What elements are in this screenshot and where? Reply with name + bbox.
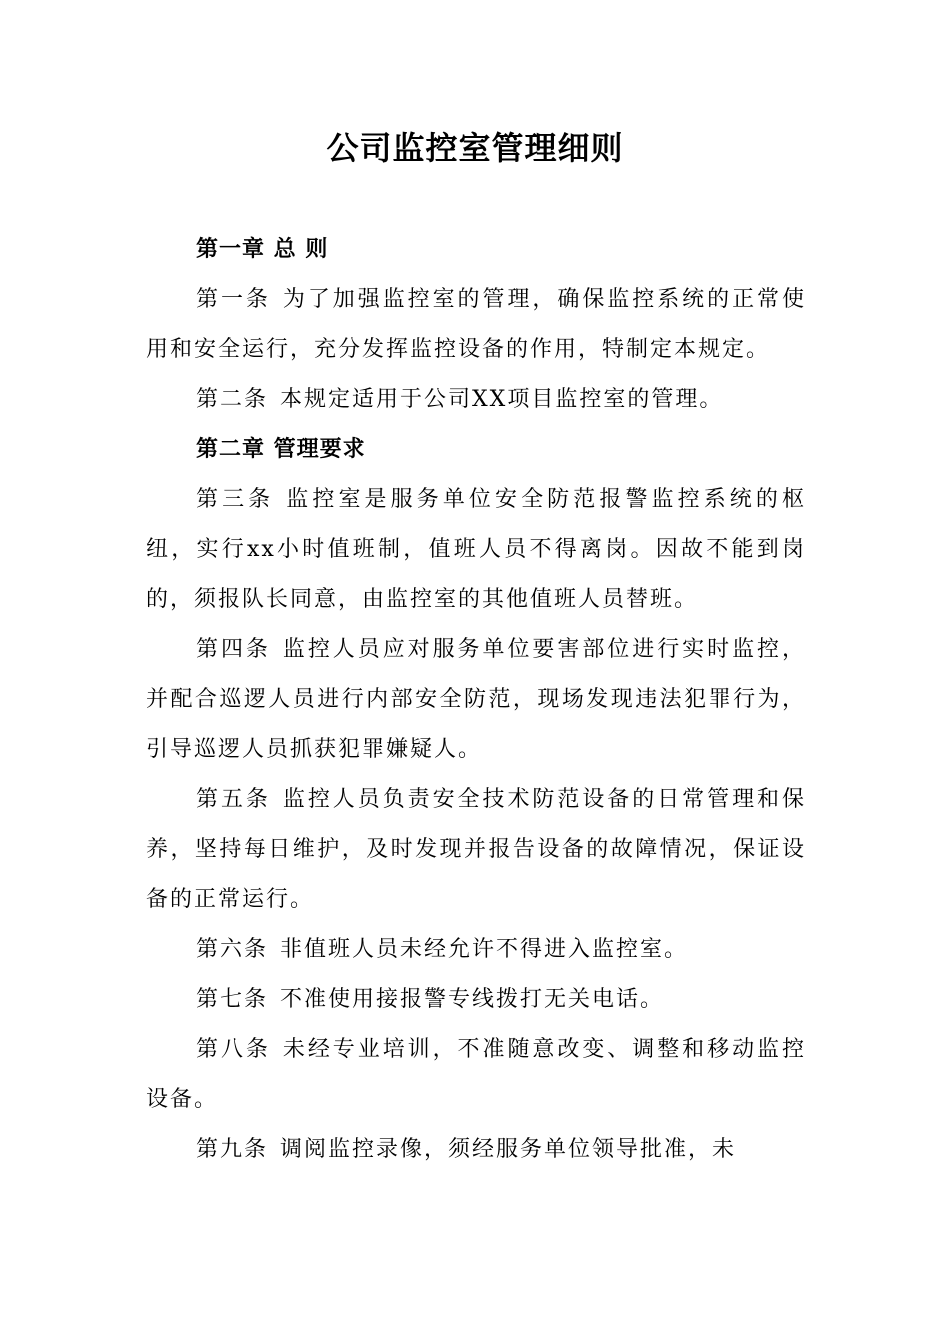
article-paragraph	[146, 1125, 806, 1175]
article-text: 不准使用接报警专线拨打无关电话。	[280, 987, 665, 1012]
article-text: 调阅监控录像，须经服务单位领导批准，未	[280, 1137, 737, 1162]
article-text: 为了加强监控室的管理，确保监控系统的正常使用和安全运行，充分发挥监控设备的作用，特制定本规定。	[146, 287, 806, 362]
article-label: 第三条	[196, 487, 275, 512]
article-label: 第九条	[196, 1137, 269, 1162]
article-label: 第四条	[196, 637, 271, 662]
article-text: 监控室是服务单位安全防范报警监控系统的枢纽，实行xx小时值班制，值班人员不得离岗。因故不能到岗的，须报队长同意，由监控室的其他值班人员替班。	[146, 487, 806, 612]
article-label: 第六条	[196, 937, 269, 962]
article-text: 本规定适用于公司XX项目监控室的管理。	[280, 387, 724, 412]
article-text: 非值班人员未经允许不得进入监控室。	[280, 937, 689, 962]
document-title: 公司监控室管理细则	[326, 129, 624, 167]
article-paragraph	[146, 625, 806, 775]
article-paragraph	[146, 475, 806, 625]
article-paragraph	[146, 925, 806, 975]
article-paragraph	[146, 975, 806, 1025]
article-label: 第二条	[196, 387, 269, 412]
article-text: 监控人员应对服务单位要害部位进行实时监控，并配合巡逻人员进行内部安全防范，现场发现违法犯罪行为，引导巡逻人员抓获犯罪嫌疑人。	[146, 637, 806, 762]
document-body	[146, 225, 806, 1175]
article-label: 第七条	[196, 987, 269, 1012]
chapter-heading: 第一章 总 则	[196, 237, 329, 262]
article-paragraph	[146, 775, 806, 925]
article-label: 第一条	[196, 287, 271, 312]
chapter-heading: 第二章 管理要求	[196, 437, 366, 462]
article-paragraph	[146, 275, 806, 375]
article-text: 未经专业培训，不准随意改变、调整和移动监控设备。	[146, 1037, 806, 1112]
article-label: 第八条	[196, 1037, 271, 1062]
article-text: 监控人员负责安全技术防范设备的日常管理和保养，坚持每日维护，及时发现并报告设备的故障情况，保证设备的正常运行。	[146, 787, 806, 912]
article-paragraph	[146, 1025, 806, 1125]
article-label: 第五条	[196, 787, 271, 812]
article-paragraph	[146, 375, 806, 425]
